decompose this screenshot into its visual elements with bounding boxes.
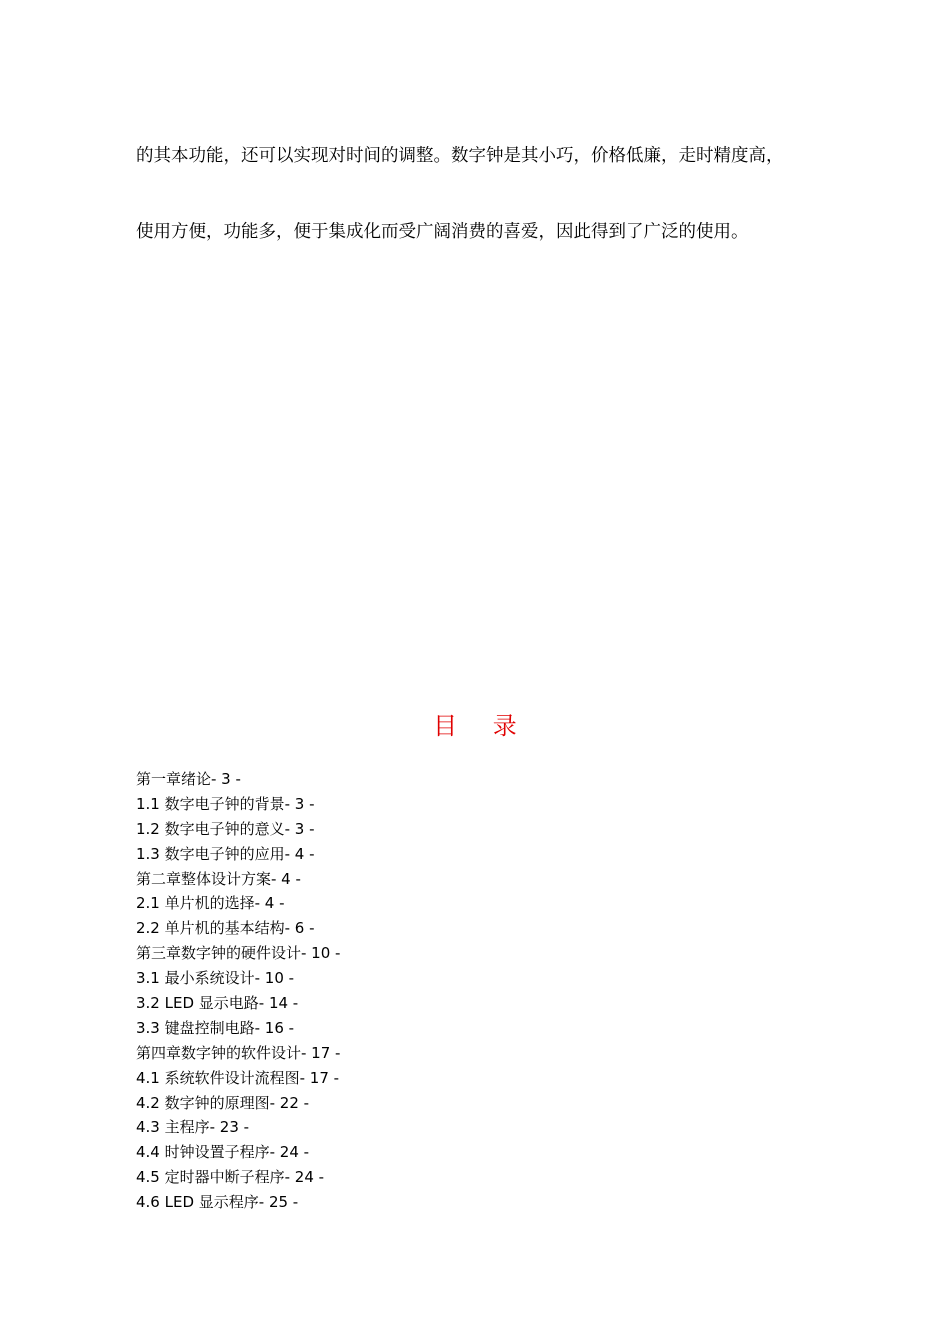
toc-item[interactable]: 2.2 单片机的基本结构- 6 - [136, 919, 315, 938]
toc-item[interactable]: 第一章绪论- 3 - [136, 770, 241, 788]
toc-item[interactable]: 1.1 数字电子钟的背景- 3 - [136, 794, 315, 813]
paragraph-line-1: 的其本功能，还可以实现对时间的调整。数字钟是其小巧，价格低廉，走时精度高， [136, 146, 784, 166]
toc-item[interactable]: 4.4 时钟设置子程序- 24 - [136, 1143, 310, 1162]
toc-item[interactable]: 4.5 定时器中断子程序- 24 - [136, 1168, 325, 1187]
toc-item[interactable]: 4.3 主程序- 23 - [136, 1118, 250, 1137]
toc-item[interactable]: 3.2 LED 显示电路- 14 - [136, 994, 299, 1013]
toc-item[interactable]: 4.6 LED 显示程序- 25 - [136, 1193, 299, 1212]
table-of-contents [136, 767, 340, 1215]
toc-item[interactable]: 1.2 数字电子钟的意义- 3 - [136, 819, 315, 838]
toc-item[interactable]: 第三章数字钟的硬件设计- 10 - [136, 944, 341, 963]
toc-item[interactable]: 3.3 键盘控制电路- 16 - [136, 1018, 295, 1037]
toc-item[interactable]: 2.1 单片机的选择- 4 - [136, 894, 285, 913]
toc-item[interactable]: 第二章整体设计方案- 4 - [136, 869, 301, 888]
toc-item[interactable]: 第四章数字钟的软件设计- 17 - [136, 1043, 341, 1062]
toc-item[interactable]: 3.1 最小系统设计- 10 - [136, 969, 295, 988]
toc-item[interactable]: 4.2 数字钟的原理图- 22 - [136, 1093, 310, 1112]
toc-item[interactable]: 1.3 数字电子钟的应用- 4 - [136, 844, 315, 863]
paragraph-line-2: 使用方便，功能多，便于集成化而受广阔消费的喜爱，因此得到了广泛的使用。 [136, 222, 749, 242]
toc-title: 目 录 [433, 712, 531, 740]
toc-item[interactable]: 4.1 系统软件设计流程图- 17 - [136, 1068, 340, 1087]
